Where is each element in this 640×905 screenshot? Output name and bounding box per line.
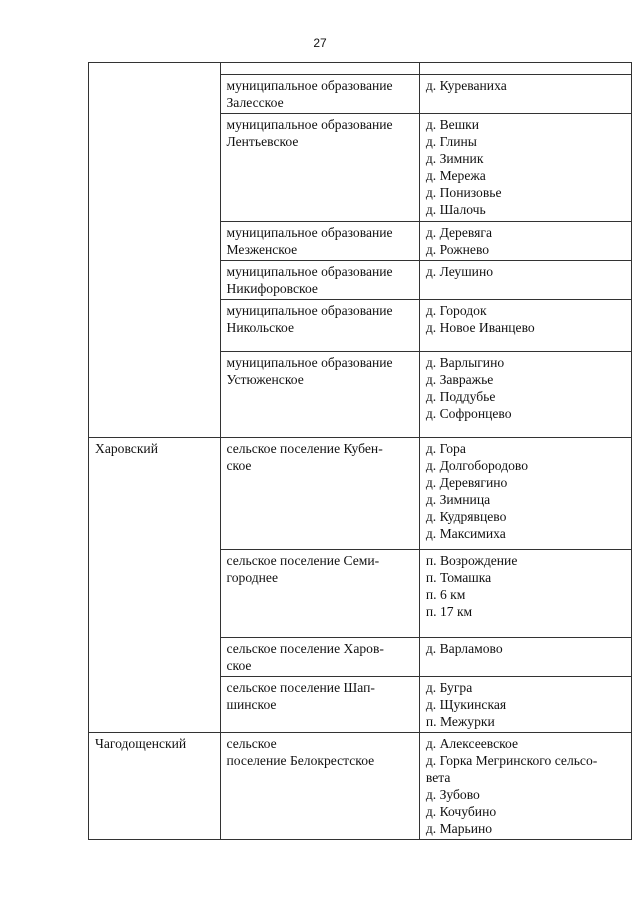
village-item: д. Щукинская	[425, 697, 507, 712]
settlements-table	[88, 62, 632, 840]
table-row	[89, 733, 632, 840]
village-item: д. Деревяга	[425, 225, 492, 240]
village-item: д. Леушино	[425, 264, 494, 279]
villages-cell	[419, 438, 631, 550]
village-item: д. Новое Иванцево	[425, 320, 535, 335]
villages-cell	[419, 300, 631, 352]
village-item: д. Рожнево	[425, 242, 490, 257]
village-item: п. 17 км	[425, 604, 473, 619]
village-item: д. Софронцево	[425, 406, 512, 421]
village-item: д. Куреваниха	[425, 78, 507, 93]
settlement-cell: муниципальное образование Никольское	[220, 300, 419, 352]
settlement-cell: муниципальное образование Устюженское	[220, 352, 419, 438]
villages-cell	[419, 733, 631, 840]
village-item: д. Бугра	[425, 680, 473, 695]
village-item: д. Гора	[425, 441, 466, 456]
village-item: д. Деревягино	[425, 475, 508, 490]
table-row	[89, 438, 632, 550]
villages-cell	[419, 638, 631, 677]
villages-cell	[419, 222, 631, 261]
villages-cell	[419, 677, 631, 733]
settlement-cell: муниципальное образование Залесское	[220, 75, 419, 114]
village-item: п. 6 км	[425, 587, 466, 602]
village-item: д. Марьино	[425, 821, 493, 836]
village-item: п. Томашка	[425, 570, 492, 585]
district-cell: Харовский	[89, 438, 221, 733]
village-item: д. Горка Мегринского сельсо- вета	[425, 753, 598, 785]
village-item: д. Долгобородово	[425, 458, 529, 473]
village-item: д. Вешки	[425, 117, 480, 132]
village-item: д. Поддубье	[425, 389, 496, 404]
settlement-cell	[220, 63, 419, 75]
village-item: д. Кочубино	[425, 804, 497, 819]
village-item: п. Возрождение	[425, 553, 518, 568]
village-item: п. Межурки	[425, 714, 495, 729]
settlement-cell: сельское поселение Харов- ское	[220, 638, 419, 677]
villages-cell	[419, 352, 631, 438]
village-item: д. Максимиха	[425, 526, 506, 541]
village-item: д. Варламово	[425, 641, 503, 656]
village-item: д. Зимник	[425, 151, 484, 166]
district-cell: Чагодощенский	[89, 733, 221, 840]
village-item: д. Городок	[425, 303, 487, 318]
village-item: д. Шалочь	[425, 202, 486, 217]
village-item: д. Завражье	[425, 372, 494, 387]
villages-cell	[419, 261, 631, 300]
settlement-cell: муниципальное образование Мезженское	[220, 222, 419, 261]
village-item: д. Алексеевское	[425, 736, 519, 751]
village-item: д. Мережа	[425, 168, 486, 183]
settlement-cell: муниципальное образование Лентьевское	[220, 114, 419, 222]
village-item: д. Зубово	[425, 787, 480, 802]
village-item: д. Кудрявцево	[425, 509, 507, 524]
village-item: д. Варлыгино	[425, 355, 505, 370]
settlement-cell: сельское поселение Белокрестское	[220, 733, 419, 840]
village-item: д. Зимница	[425, 492, 491, 507]
villages-cell	[419, 63, 631, 75]
settlement-cell: сельское поселение Семи- городнее	[220, 550, 419, 638]
villages-cell	[419, 550, 631, 638]
village-item: д. Понизовье	[425, 185, 502, 200]
page-number: 27	[313, 36, 327, 50]
settlement-cell: муниципальное образование Никифоровское	[220, 261, 419, 300]
district-cell	[89, 63, 221, 438]
settlement-cell: сельское поселение Шап- шинское	[220, 677, 419, 733]
villages-cell	[419, 75, 631, 114]
table-row	[89, 63, 632, 75]
villages-cell	[419, 114, 631, 222]
village-item: д. Глины	[425, 134, 477, 149]
settlement-cell: сельское поселение Кубен- ское	[220, 438, 419, 550]
